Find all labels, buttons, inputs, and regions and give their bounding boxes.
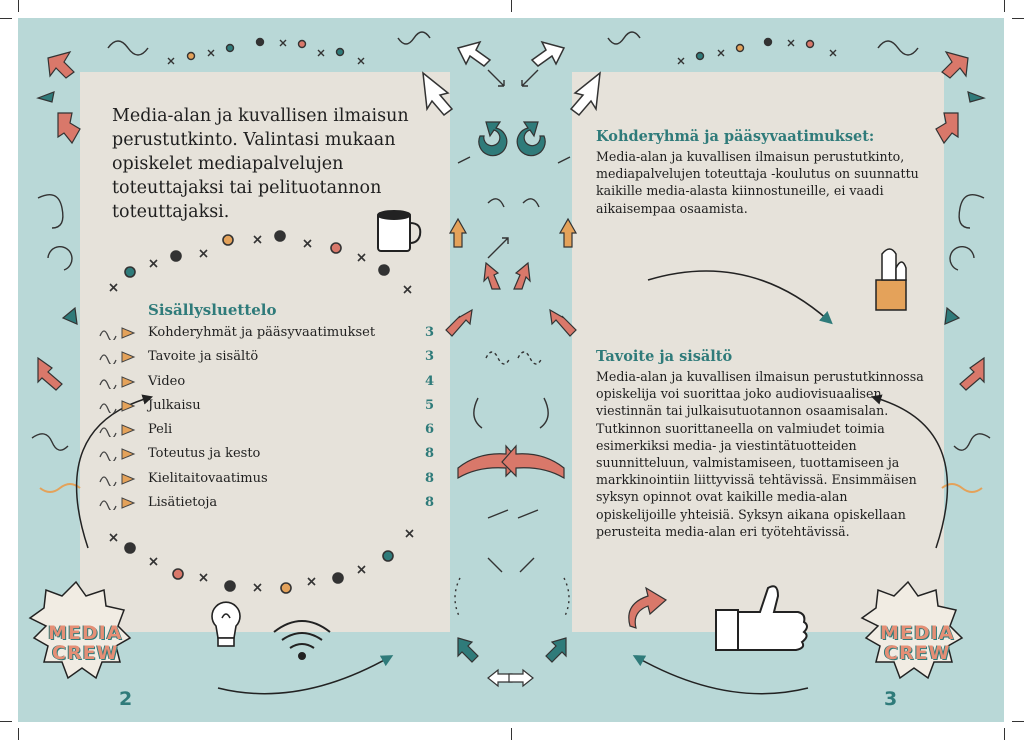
fold-mark [511, 728, 512, 740]
toc-item-label: Lisätietoja [148, 495, 218, 511]
toc-item-page: 8 [424, 470, 434, 486]
thumbs-up-icon [716, 586, 807, 650]
toc-item-page: 4 [424, 373, 434, 389]
logo-word-media: MEDIA [48, 622, 123, 644]
toc-item-page: 8 [424, 446, 434, 462]
cactus-icon [876, 249, 906, 310]
curved-arrow-icon [942, 52, 968, 78]
section-heading-goals: Tavoite ja sisältö [596, 348, 733, 365]
crop-mark [0, 18, 12, 19]
toc-item[interactable] [98, 372, 434, 396]
toc-item-page: 5 [424, 397, 434, 413]
squiggle-arrow-icon [98, 399, 138, 413]
x-o-pattern [678, 39, 836, 65]
toc-heading: Sisällysluettelo [148, 301, 277, 319]
squiggle-arrow-icon [98, 496, 138, 510]
media-crew-logo [38, 608, 150, 698]
media-crew-logo [870, 608, 982, 698]
toc-item-page: 3 [424, 349, 434, 365]
toc-item-label: Julkaisu [148, 397, 201, 413]
toc-item-page: 3 [424, 325, 434, 340]
logo-word-media: MEDIA [880, 622, 955, 644]
toc-item[interactable] [98, 444, 434, 468]
logo-word-crew: CREW [52, 642, 119, 664]
toc-item-label: Video [148, 373, 186, 389]
wifi-icon [274, 621, 330, 659]
crop-mark [1012, 721, 1024, 722]
toc-item-label: Peli [148, 422, 173, 438]
section-text-goals: Media-alan ja kuvallisen ilmaisun perustutkinnossa opiskelija voi suorittaa joko audiovisuaalisen viestinnän tai julkaisutuotannon osaamisalan. Tutkinnon suorittaneella on valmiudet toimia esimerkiksi media- ja viestintätuotteiden suunnitteluun, valmistamiseen, tuottamiseen ja markkinointiin liittyvissä tehtävissä. Ensimmäisen syksyn opinnot ovat kaikille media-alan opiskelijoille yhteisiä. Syksyn aikana opiskellaan perusteita media-alan eri työtehtävissä. [596, 369, 924, 539]
x-o-pattern [168, 39, 364, 65]
crop-mark [0, 721, 12, 722]
crop-mark [1012, 18, 1024, 19]
toc-item-page: 8 [424, 495, 434, 511]
logo-word-crew: CREW [884, 642, 951, 664]
circular-arrow-icon [479, 122, 545, 156]
toc-item-page: 6 [424, 422, 434, 438]
squiggle-arrow-icon [98, 350, 138, 364]
toc-item-label: Kielitaitovaatimus [148, 470, 268, 486]
squiggle-arrow-icon [98, 447, 138, 461]
page-number-left: 2 [119, 688, 133, 710]
toc-item[interactable] [98, 493, 434, 517]
brochure-spread [18, 18, 1004, 722]
squiggle-arrow-icon [98, 375, 138, 389]
intro-paragraph: Media-alan ja kuvallisen ilmaisun perustutkinto. Valintasi mukaan opiskelet mediapalvelujen toteuttajaksi tai pelituotannon toteuttajaksi. [112, 106, 409, 222]
toc-item[interactable] [98, 323, 434, 347]
crop-mark [1004, 728, 1005, 740]
toc-item[interactable] [98, 347, 434, 371]
curved-arrow-icon [629, 588, 666, 628]
squiggle-arrow-icon [98, 326, 138, 340]
table-of-contents [98, 323, 434, 517]
starburst-shape [30, 582, 962, 678]
crop-mark [18, 728, 19, 740]
squiggle-arrow-icon [98, 423, 138, 437]
squiggle-arrow-icon [98, 472, 138, 486]
fold-mark [511, 0, 512, 12]
toc-item[interactable] [98, 396, 434, 420]
section-heading-target-groups: Kohderyhmä ja pääsyvaatimukset: [596, 128, 875, 145]
toc-item-label: Tavoite ja sisältö [148, 349, 259, 365]
toc-item-label: Kohderyhmät ja pääsyvaatimukset [148, 325, 376, 340]
crop-mark [18, 0, 19, 12]
toc-item-label: Toteutus ja kesto [148, 446, 261, 462]
page-number-right: 3 [884, 688, 898, 710]
toc-item[interactable] [98, 469, 434, 493]
crop-mark [1004, 0, 1005, 12]
section-text-target-groups: Media-alan ja kuvallisen ilmaisun perustutkinto, mediapalvelujen toteuttaja -koulutus on suunnattu kaikille media-alasta kiinnostuneille, ei vaadi aikaisempaa osaamista. [596, 149, 919, 216]
light-bulb-icon [212, 602, 240, 646]
curved-arrow-icon [48, 52, 74, 78]
toc-item[interactable] [98, 420, 434, 444]
